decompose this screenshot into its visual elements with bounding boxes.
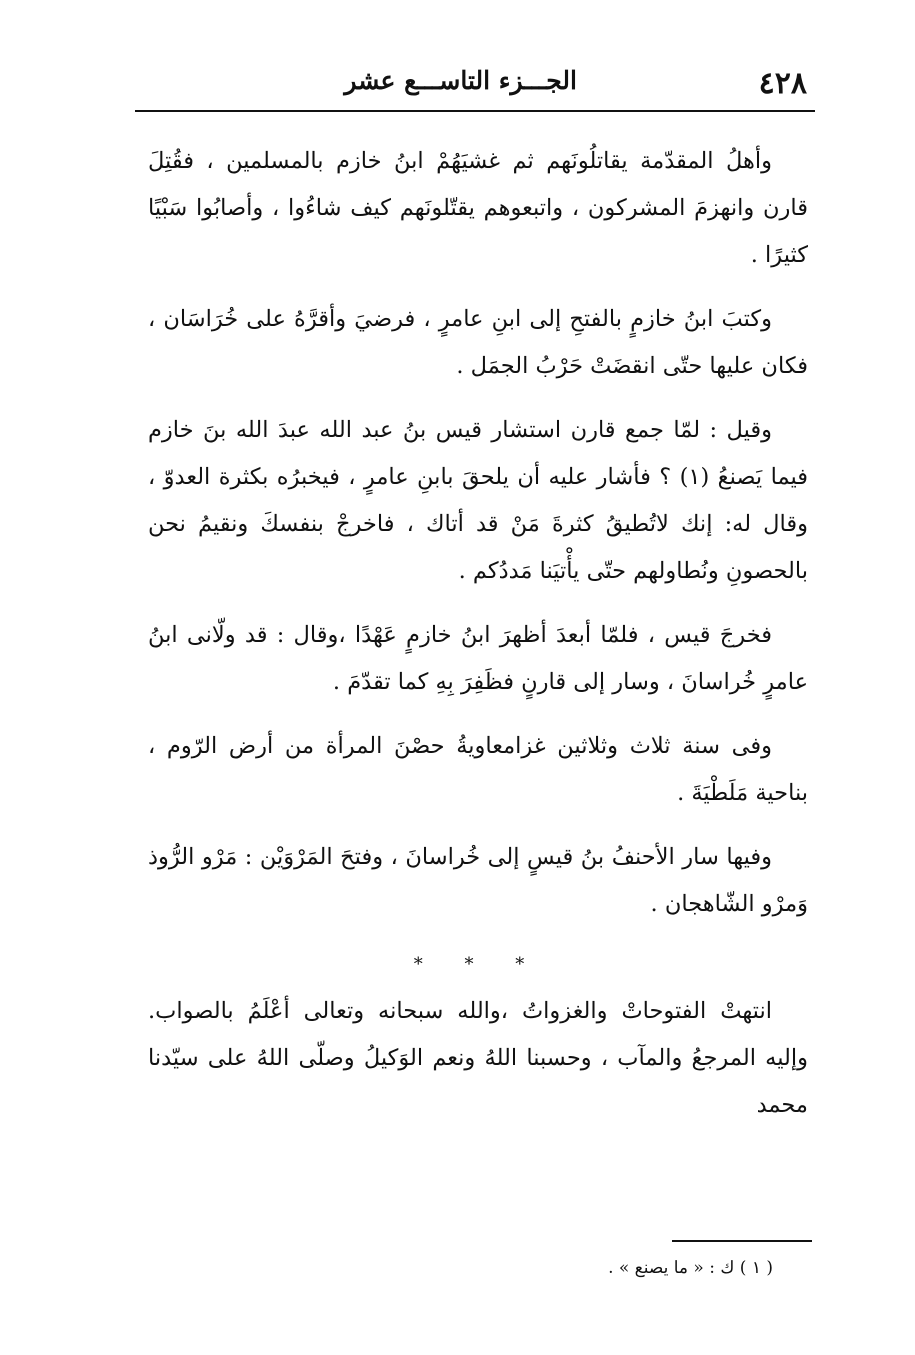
header-rule [135, 110, 815, 112]
paragraph-5: وفى سنة ثلاث وثلاثين غزامعاويةُ حصْنَ المرأة من أرض الرّوم ، بناحية مَلَطْيَةَ . [148, 733, 808, 806]
footnote-rule [672, 1240, 812, 1242]
paragraph-4: فخرجَ قيس ، فلمّا أبعدَ أظهرَ ابنُ خازمٍ عَهْدًا ،وقال : قد ولّانى ابنُ عامرٍ خُراسانَ ، وسار إلى قارنٍ فظَفِرَ بِهِ كما تقدّمَ . [148, 622, 808, 695]
main-text [148, 138, 808, 1129]
paragraph-1: وأهلُ المقدّمة يقاتلُونَهم ثم غشيَهُمْ ابنُ خازم بالمسلمين ، فقُتِلَ قارن وانهزمَ المشركون ، واتبعوهم يقتّلونَهم كيف شاءُوا ، وأصابُوا سَبْيًا كثيرًا . [148, 148, 808, 268]
closing-paragraph: انتهتْ الفتوحاتْ والغزواتُ ،والله سبحانه وتعالى أعْلَمُ بالصواب. وإليه المرجعُ والمآب ، وحسبنا اللهُ ونعم الوَكيلُ وصلّى اللهُ على سيّدنا محمد [148, 998, 808, 1118]
footnote: ( ١ ) ك : « ما يصنع » . [608, 1258, 773, 1278]
section-separator: * * * [413, 954, 543, 975]
page-header [135, 58, 815, 108]
page-number: ٤٢٨ [758, 66, 807, 101]
paragraph-6: وفيها سار الأحنفُ بنُ قيسٍ إلى خُراسانَ ، وفتحَ المَرْوَيْن : مَرْو الرُّوذ وَمرْو الشّاهجان . [148, 844, 808, 917]
paragraph-2: وكتبَ ابنُ خازمٍ بالفتحِ إلى ابنِ عامرٍ ، فرضيَ وأقرَّهُ على خُرَاسَان ، فكان عليها حتّى انقضَتْ حَرْبُ الجمَل . [148, 306, 808, 379]
paragraph-3: وقيل : لمّا جمع قارن استشار قيس بنُ عبد الله عبدَ الله بنَ خازم فيما يَصنعُ (١) ؟ فأشار عليه أن يلحقَ بابنِ عامرٍ ، فيخبرُه بكثرة العدوّ ، وقال له: إنك لاتُطيقُ كثرةَ مَنْ قد أتاك ، فاخرجْ بنفسكَ ونقيمُ نحن بالحصونِ ونُطاولهم حتّى يأْتيَنا مَددُكم . [148, 417, 808, 584]
running-title: الجـــزء التاســـع عشر [344, 66, 577, 95]
